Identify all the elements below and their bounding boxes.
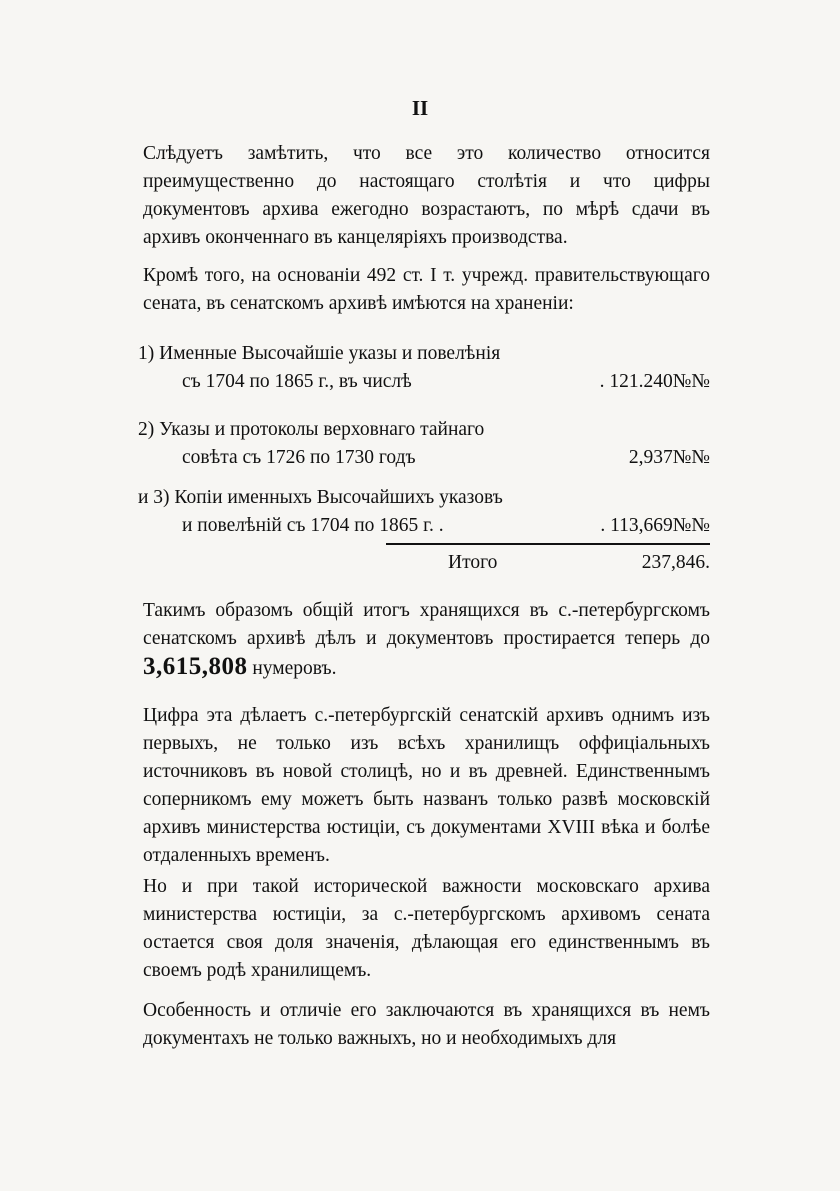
list-item-2-value: 2,937№№: [628, 447, 710, 468]
list-item-2: [138, 416, 710, 472]
list-item-3-title: и 3) Копіи именныхъ Высочайшихъ указовъ: [138, 487, 503, 508]
paragraph-6: Особенность и отличіе его заключаются въ хранящихся въ немъ документахъ не только важныхъ, но и необходимыхъ для: [143, 1000, 710, 1049]
list-item-1: [138, 340, 710, 396]
paragraph-4: Цифра эта дѣлаетъ с.-петербургскій сенатскій архивъ однимъ изъ первыхъ, не только изъ всѣхъ хранилищъ оффиціальныхъ источниковъ въ новой столицѣ, но и въ древней. Единственнымъ соперникомъ ему можетъ быть названъ только развѣ московскій архивъ министерства юстиціи, съ документами XVIII вѣка и болѣе отдаленныхъ временъ.: [143, 705, 710, 866]
list-item-2-subtitle: совѣта съ 1726 по 1730 годъ: [182, 447, 416, 468]
paragraph-2: Кромѣ того, на основаніи 492 ст. I т. учрежд. правительствующаго сената, въ сенатскомъ архивѣ имѣются на храненіи:: [143, 265, 710, 314]
page-number: II: [411, 96, 429, 120]
paragraph-3-end: нумеровъ.: [252, 658, 337, 679]
list-item-2-title: 2) Указы и протоколы верховнаго тайнаго: [138, 419, 485, 440]
total-rule: [386, 543, 710, 545]
paragraph-3-text: Такимъ образомъ общій итогъ хранящихся въ с.-петербургскомъ сенатскомъ архивѣ дѣлъ и документовъ простирается теперь до: [143, 600, 710, 649]
paragraph-3: [143, 597, 710, 683]
total-label: Итого: [448, 552, 498, 573]
total-row: [448, 549, 710, 577]
archive-total-number: 3,615,808: [143, 653, 248, 680]
list-item-3: [138, 484, 710, 540]
list-item-3-subtitle: и повелѣній съ 1704 по 1865 г. .: [182, 515, 444, 536]
paragraph-1: Слѣдуетъ замѣтить, что все это количество относится преимущественно до настоящаго столѣтія и что цифры документовъ архива ежегодно возрастаютъ, по мѣрѣ сдачи въ архивъ оконченнаго въ канцеляріяхъ производства.: [143, 143, 710, 248]
list-item-1-subtitle: съ 1704 по 1865 г., въ числѣ: [182, 371, 412, 392]
paragraph-5: Но и при такой исторической важности московскаго архива министерства юстиціи, за с.-петербургскомъ архивомъ сената остается своя доля значенія, дѣлающая его единственнымъ въ своемъ родѣ хранилищемъ.: [143, 876, 710, 981]
total-value: 237,846.: [641, 552, 710, 573]
list-item-3-value: . 113,669№№: [600, 515, 710, 536]
list-item-1-title: 1) Именные Высочайшіе указы и повелѣнія: [138, 343, 501, 364]
list-item-1-value: . 121.240№№: [599, 371, 710, 392]
